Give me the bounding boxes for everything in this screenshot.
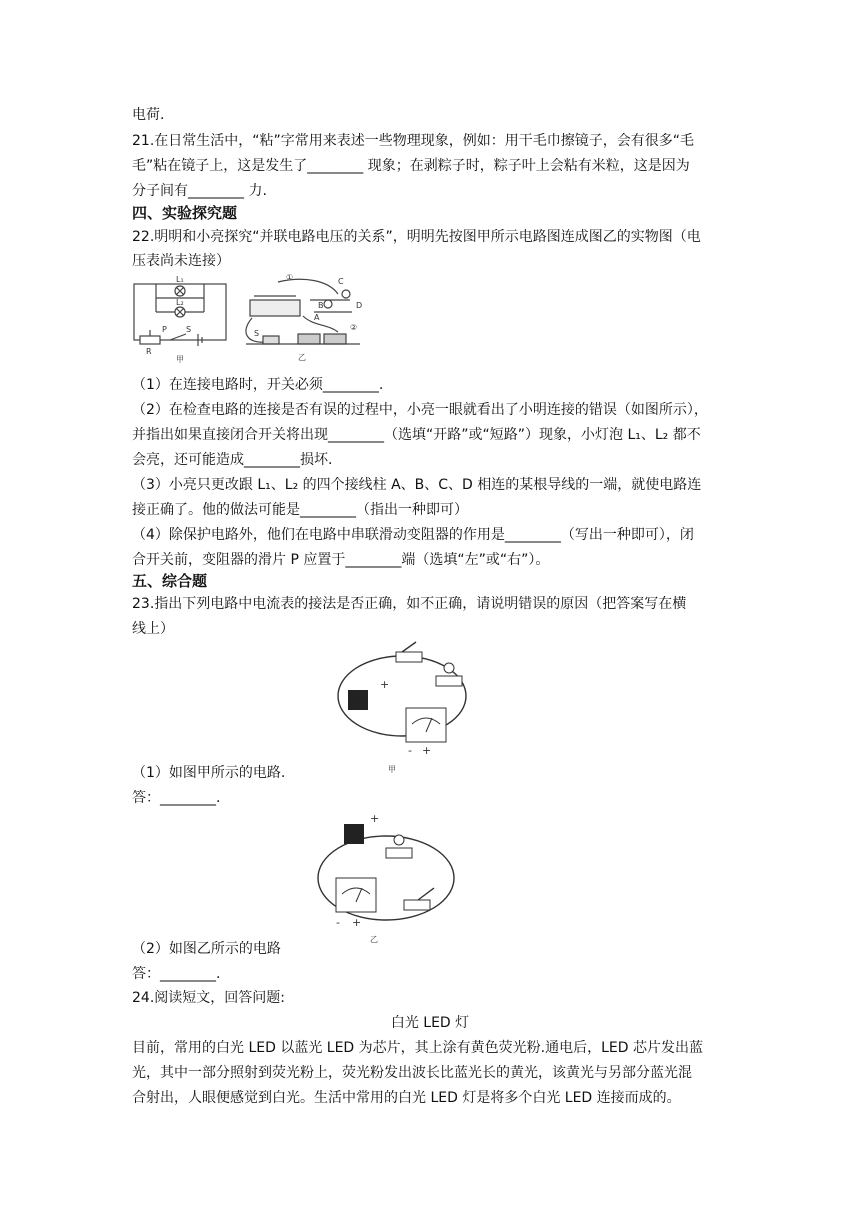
battery-block [298,334,320,344]
passage-line: 光，其中一部分照射到荧光粉上，荧光粉发出波长比蓝光长的黄光，该黄光与另部分蓝光混 [132,1065,692,1081]
passage-line: 合射出，人眼便感觉到白光。生活中常用的白光 LED 灯是将多个白光 LED 连接而成的。 [132,1090,681,1106]
minus-label: - [408,744,412,757]
plus-label: + [422,744,432,757]
caption-yi: 乙 [298,353,306,362]
label-d: D [356,301,363,310]
passage-line: 目前，常用的白光 LED 以蓝光 LED 为芯片，其上涂有黄色荧光粉.通电后，LED 芯片发出蓝 [132,1040,703,1056]
label-s: S [186,325,192,334]
rheostat-coil [250,300,300,316]
question-22-4: （4）除保护电路外，他们在电路中串联滑动变阻器的作用是________（写出一种即可），闭 [132,527,694,543]
caption-yi: 乙 [370,935,378,944]
question-22-3: （3）小亮只更改跟 L₁、L₂ 的四个接线柱 A、B、C、D 相连的某根导线的一端，就使电路连 [132,477,702,493]
section-heading-4: 四、实验探究题 [132,204,238,222]
answer-line: 答：________. [132,790,221,806]
caption-jia: 甲 [176,355,184,364]
label-a: A [314,313,320,322]
question-23: 23.指出下列电路中电流表的接法是否正确，如不正确，请说明错误的原因（把答案写在横 [132,596,687,612]
section-heading-5: 五、综合题 [132,572,208,590]
ammeter-icon [406,708,446,742]
question-23-1: （1）如图甲所示的电路. [132,765,286,781]
switch-icon [404,900,430,910]
text-line: 并指出如果直接闭合开关将出现________（选填“开路”或“短路”）现象，小灯泡 L₁、L₂ 都不 [132,427,701,443]
label-l2: L₂ [176,298,184,307]
switch-block [263,336,279,344]
switch-icon [396,652,422,662]
plus-label: + [352,916,362,929]
text-line: 会亮，还可能造成________损坏. [132,452,333,468]
battery-icon [348,690,368,710]
label-r: R [146,347,152,356]
circuit-figure-23-jia [330,634,480,774]
text-line: 电荷. [132,107,165,123]
text-line: 分子间有________ 力. [132,183,267,199]
label-p: P [162,325,167,334]
ammeter-icon [336,878,376,912]
label-s-physical: S [254,329,260,338]
question-22: 22.明明和小亮探究“并联电路电压的关系”，明明先按图甲所示电路图连成图乙的实物图（电 [132,229,701,245]
text-line: 线上） [132,621,174,637]
label-c: C [338,277,344,286]
circuit-figure-22 [128,272,368,364]
minus-label: - [336,916,340,929]
plus-label: + [370,814,380,825]
battery-icon [344,824,364,844]
label-circle-2: ② [350,323,358,332]
question-24: 24.阅读短文，回答问题: [132,990,285,1006]
question-22-1: （1）在连接电路时，开关必须________. [132,377,384,393]
label-l1: L₁ [176,275,184,284]
label-circle-1: ① [286,273,294,282]
caption-jia: 甲 [388,765,396,774]
lamp-holder-icon [436,676,462,686]
text-line: 压表尚未连接） [132,253,230,269]
answer-line: 答：________. [132,966,221,982]
label-b: B [318,301,324,310]
switch-icon [170,334,186,340]
text-line: 合开关前，变阻器的滑片 P 应置于________端（选填“左”或“右”）。 [132,552,550,568]
passage-title: 白光 LED 灯 [390,1015,470,1031]
lamp-d-icon [324,300,332,308]
plus-label: + [380,678,390,691]
bulb-icon [394,835,404,845]
lamp-holder-icon [386,848,412,858]
question-22-2: （2）在检查电路的连接是否有误的过程中，小亮一眼就看出了小明连接的错误（如图所示）， [132,402,708,418]
text-line: 毛”粘在镜子上，这是发生了________ 现象；在剥粽子时，粽子叶上会粘有米粒，这是因为 [132,158,690,174]
circuit-figure-23-yi [310,814,470,944]
rheostat-icon [140,336,160,344]
lamp-c-icon [342,290,350,298]
question-23-2: （2）如图乙所示的电路 [132,941,281,957]
question-21: 21.在日常生活中，“粘”字常用来表述一些物理现象，例如：用干毛巾擦镜子，会有很多“毛 [132,133,695,149]
text-line: 接正确了。他的做法可能是________（指出一种即可） [132,502,468,518]
bulb-icon [444,663,454,673]
